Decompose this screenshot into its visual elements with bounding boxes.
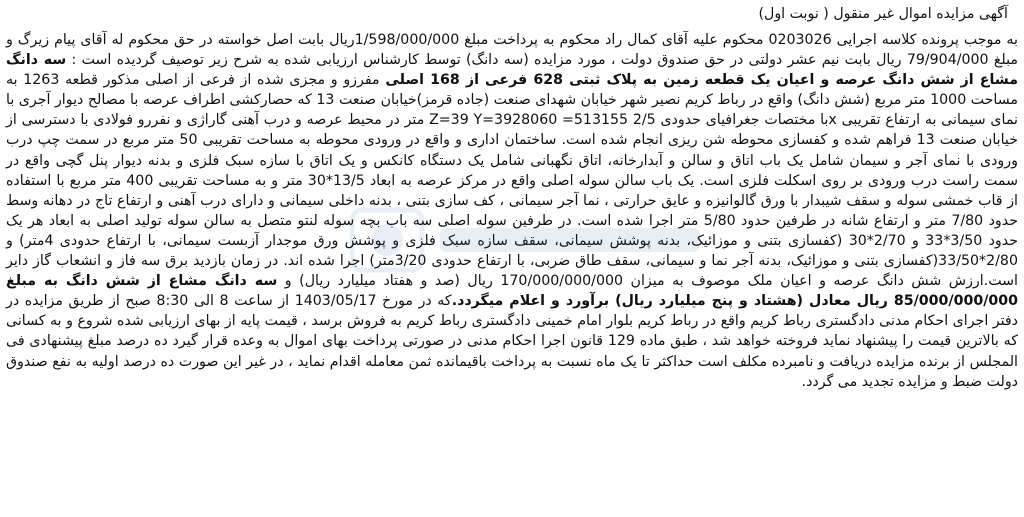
property-title-text: سه دانگ مشاع از شش دانگ عرصه و اعیان یک قطعه زمین به پلاک ثبتی 628 فرعی از 168 اصلی [6,52,1019,89]
case-details-text: به موجب پرونده کلاسه اجرایی 0203026 محکوم علیه آقای کمال راد محکوم به پرداخت مبلغ 1/598/000/000ریال بابت اصل خواسته در حق محکوم له آقای پیام زیرگ و مبلغ 79/904/000 ریال بابت نیم عشر دولتی در حق صندوق دولت ، مورد مزایده (سه دانگ) توسط کارشناس ارزیابی شده به شرح زیر توصیف گردیده است : [6,32,1018,69]
notice-paragraph [6,30,1018,392]
auction-terms-text: که در مورخ 1403/05/17 از ساعت 8 الی 8:30 صبح از طریق مزایده در دفتر اجرای احکام مدنی دادگستری رباط کریم واقع در رباط کریم بلوار امام خمینی دادگستری رباط کریم به فروش برسد ، قیمت پایه از بهای ارزیابی شده شروع و به کسانی که بالاترین قیمت را پیشنهاد نماید فروخته خواهد شد ، طبق ماده 129 قانون اجرا احکام مدنی در صورتی پرداخت بهای اموال به وعده قرار گیرد ده درصد مبلغ پیشنهادی فی المجلس از برنده مزایده دریافت و نامبرده مکلف است حداکثر تا یک ماه نسبت به پرداخت باقیمانده ثمن معامله اقدام نماید ، در غیر این صورت ده درصد اولیه به نفع صندوق دولت ضبط و مزایده تجدید می گردد. [6,293,1018,390]
auction-notice [4,2,1020,392]
share-valuation-text: سه دانگ مشاع از شش دانگ به مبلغ 85/000/000/000 ریال معادل (هشتاد و پنج میلیارد ریال) برآورد و اعلام میگردد. [6,273,1019,310]
notice-title: آگهی مزایده اموال غیر منقول ( نوبت اول) [758,6,1008,22]
notice-body [4,30,1020,392]
property-description-text: مفرزو و مجزی شده از فرعی از اصلی مذکور قطعه 1263 به مساحت 1000 متر مربع (شش دانگ) واقع در رباط کریم نصیر شهر خیابان شهدای صنعت (جاده قرمز)خیابان صنعت 13 که حصارکشی اطراف عرصه با مصالح دیوار آجری با نمای سیمانی به ارتفاع تقریبی xبا مختصات جغرافیای حدودی Z=39 Y=3928060 =513155 2/5 متر در محیط عرصه و درب آهنی گاراژی و نفررو فولادی با دسترسی از خیابان صنعت 13 فراهم شده و کفسازی محوطه شن ریزی انجام شده است. ساختمان اداری و واقع در ورودی محوطه به مساحت تقریبی 50 متر مربع در سمت چپ درب ورودی با نمای آجر و سیمان شامل یک باب اتاق و سالن و آبدارخانه، اتاق نگهبانی شامل یک دستگاه کانکس و یک اتاق با سازه سبک فلزی و بدنه دیوار پنل گچی واقع در سمت راست درب ورودی بر روی اسکلت فلزی است. یک باب سالن سوله اصلی واقع در مرکز عرصه به ابعاد 13/5*30 متر و به مساحت تقریبی 400 متر مربع با استفاده از قاب خمشی سوله و سقف شیبدار با ورق گالوانیزه و عایق حرارتی ، نما آجر سیمانی ، کف سازی بتنی ، بدنه داخلی سیمانی و دارای درب آهنی و ارتفاع تاج در دهانه وسط حدود 7/80 متر و ارتفاع شانه در طرفین حدود 5/80 متر اجرا شده است. در طرفین سوله اصلی سه باب بچه سوله لنتو متصل به سالن سوله تولید اصلی به ابعاد هر یک حدود 3/50*33 و 2/70*30 (کفسازی بتنی و موزائیک، بدنه پوشش سیمانی، سقف سازه سبک فلزی و پوشش ورق موجدار آزبست سیمانی، با ارتفاع حدودی 4متر) و 2/80*33/50(کفسازی بتنی و موزائیک، بدنه آجر نما و سیمانی، سقف طاق ضربی، با ارتفاع حدودی 3/20متر) اجرا شده اند. در زمان بازدید برق سه فاز و انشعاب گاز دایر است.ارزش شش دانگ عرصه و اعیان ملک موصوف به میزان 170/000/000/000 ریال (صد و هفتاد میلیارد ریال) و [6,72,1019,290]
